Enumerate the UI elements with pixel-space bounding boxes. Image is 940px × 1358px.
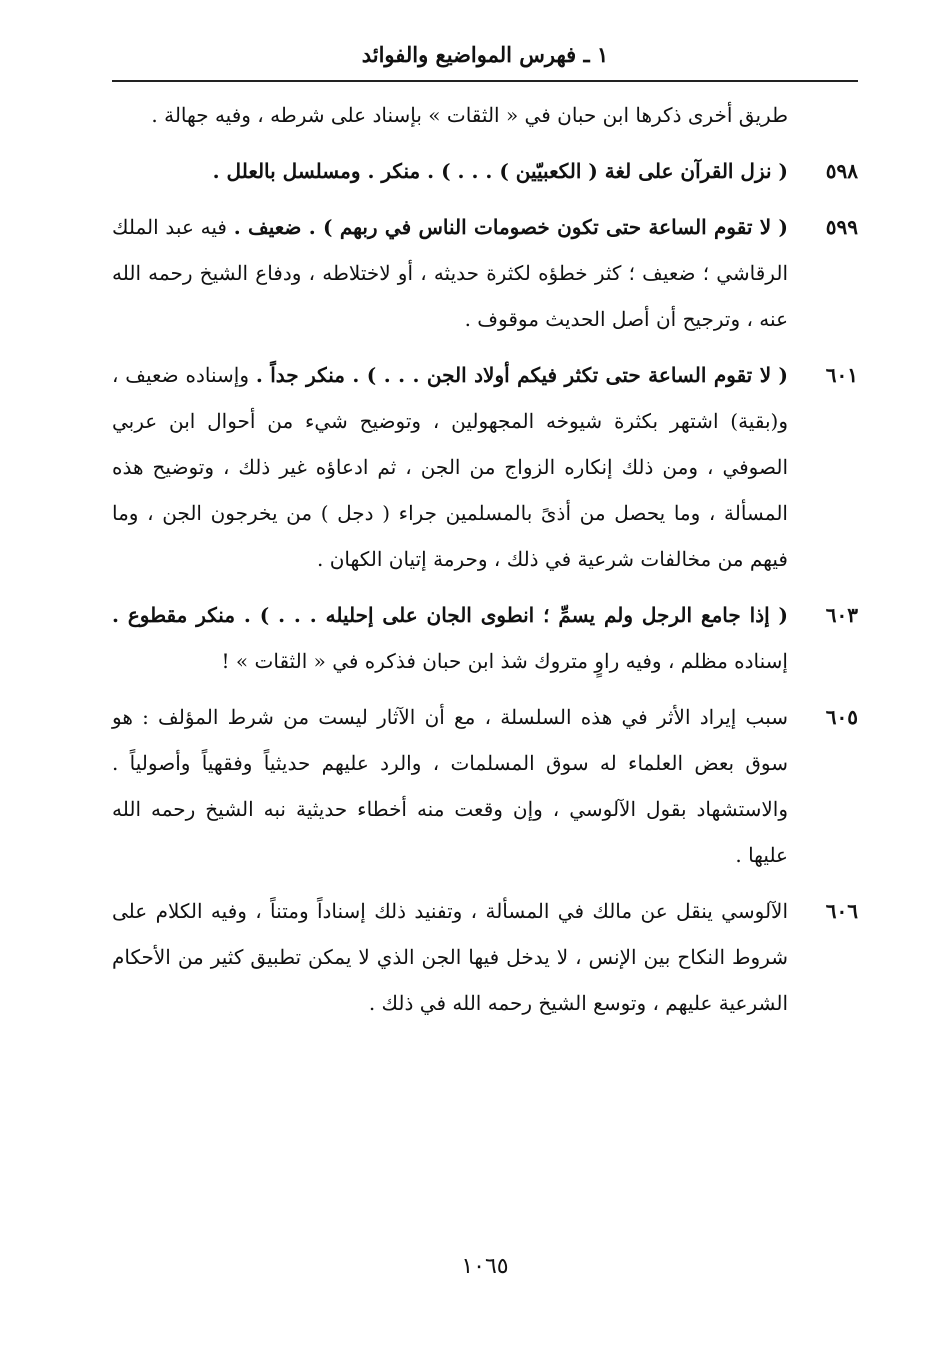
- entry-number: ٦٠٦: [825, 899, 858, 923]
- index-entry-606: [112, 888, 858, 1026]
- index-entry-continuation: [112, 92, 858, 138]
- entry-number: ٥٩٨: [825, 159, 858, 183]
- entry-text: وإسناده ضعيف ، و(بقية) اشتهر بكثرة شيوخه المجهولين ، وتوضيح شيء من أحوال ابن عربي الصوفي ، ومن ذلك إنكاره الزواج من الجن ، ثم ادعاؤه غير ذلك ، وتوضيح هذه المسألة ، وما يحصل من أذىً بالمسلمين جراء ( دجل ) من يخرجون الجن ، وما فيهم من مخالفات شرعية في ذلك ، وحرمة إتيان الكهان .: [112, 363, 788, 571]
- entry-body: [112, 694, 788, 878]
- index-content: [112, 92, 858, 1036]
- entry-body: [112, 204, 788, 342]
- index-entry-601: [112, 352, 858, 582]
- entry-number: ٦٠١: [825, 363, 858, 387]
- entry-title: ( إذا جامع الرجل ولم يسمِّ ؛ انطوى الجان على إحليله . . . ) . منكر مقطوع .: [112, 603, 788, 627]
- entry-body: [112, 148, 788, 194]
- entry-body: [112, 352, 788, 582]
- running-header: ١ ـ فهرس المواضيع والفوائد: [361, 42, 609, 67]
- entry-text: الآلوسي ينقل عن مالك في المسألة ، وتفنيد ذلك إسناداً ومتناً ، وفيه الكلام على شروط النكاح بين الإنس ، لا يدخل فيها الجن الذي لا يمكن تطبيق كثير من الأحكام الشرعية عليهم ، وتوسع الشيخ رحمه الله في ذلك .: [112, 899, 788, 1015]
- entry-body: [112, 888, 788, 1026]
- index-entry-603: [112, 592, 858, 684]
- index-entry-598: [112, 148, 858, 194]
- index-entry-599: [112, 204, 858, 342]
- entry-number: ٦٠٥: [825, 705, 858, 729]
- entry-text: طريق أخرى ذكرها ابن حبان في « الثقات » بإسناد على شرطه ، وفيه جهالة .: [151, 103, 788, 127]
- entry-text: إسناده مظلم ، وفيه راوٍ متروك شذ ابن حبان فذكره في « الثقات » !: [221, 649, 788, 673]
- entry-title: ( لا تقوم الساعة حتى تكون خصومات الناس في ربهم ) . ضعيف .: [233, 215, 788, 239]
- page-number: ١٠٦٥: [461, 1254, 509, 1279]
- entry-title: ( لا تقوم الساعة حتى تكثر فيكم أولاد الجن . . . ) . منكر جداً .: [255, 363, 789, 387]
- entry-title: ( نزل القرآن على لغة ( الكعبيّين ) . . . ) . منكر . ومسلسل بالعلل .: [212, 159, 788, 183]
- entry-number: ٥٩٩: [825, 215, 858, 239]
- entry-body: [112, 592, 788, 684]
- index-entry-605: [112, 694, 858, 878]
- entry-text: فيه عبد الملك الرقاشي ؛ ضعيف ؛ كثر خطؤه لكثرة حديثه ، أو لاختلاطه ، ودفاع الشيخ رحمه الله عنه ، وترجيح أن أصل الحديث موقوف .: [112, 215, 788, 331]
- entry-text: سبب إيراد الأثر في هذه السلسلة ، مع أن الآثار ليست من شرط المؤلف : هو سوق بعض العلماء له سوق المسلمات ، والرد عليهم حديثياً وفقهياً وأصولياً . والاستشهاد بقول الآلوسي ، وإن وقعت منه أخطاء حديثية نبه الشيخ رحمه الله عليها .: [112, 705, 788, 867]
- entry-body: [112, 92, 788, 138]
- entry-number: ٦٠٣: [825, 603, 858, 627]
- header-rule: [112, 80, 858, 82]
